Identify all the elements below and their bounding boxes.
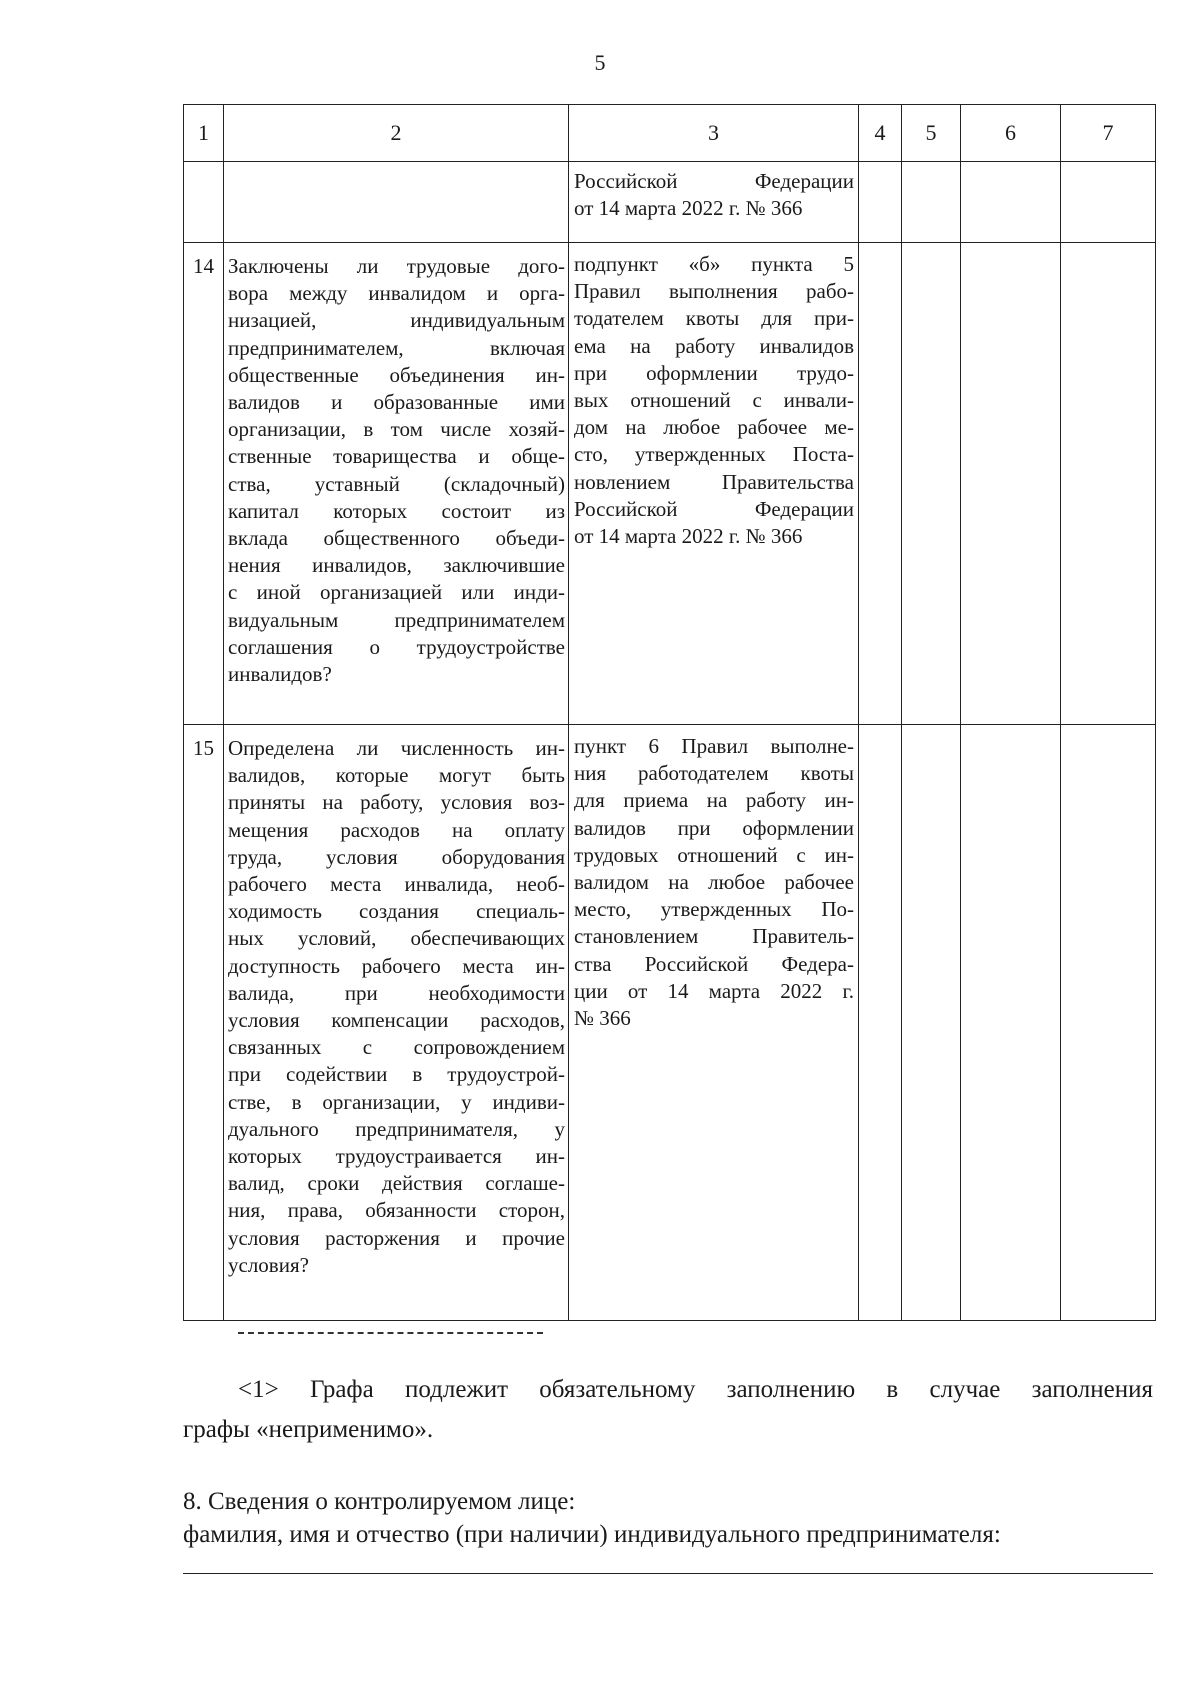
reference-line: ема на работу инвалидов bbox=[574, 333, 854, 358]
reference-line: № 366 bbox=[574, 1006, 631, 1031]
reference-line: новлением Правительства bbox=[574, 469, 854, 494]
question-line: ходимость создания специаль- bbox=[228, 899, 565, 924]
question-line: при содействии в трудоустрой- bbox=[228, 1062, 565, 1087]
section-8 bbox=[183, 1485, 1153, 1551]
checklist-table bbox=[183, 104, 1156, 1321]
empty-cell bbox=[859, 162, 902, 243]
question-line: условия? bbox=[228, 1252, 309, 1277]
question-line: Определена ли численность ин- bbox=[228, 736, 565, 760]
reference-line: для приема на работу ин- bbox=[574, 788, 854, 813]
reference-line: сто, утвержденных Поста- bbox=[574, 442, 854, 467]
question-line: которых трудоустраивается ин- bbox=[228, 1144, 565, 1169]
question-line: мещения расходов на оплату bbox=[228, 817, 565, 842]
row-number-cell: 15 bbox=[184, 725, 224, 1321]
reference-line: Российской Федерации bbox=[574, 496, 854, 521]
reference-line: Правил выполнения рабо- bbox=[574, 279, 854, 304]
reference-line: от 14 марта 2022 г. № 366 bbox=[574, 196, 803, 221]
question-line: стве, в организации, у индиви- bbox=[228, 1089, 565, 1114]
question-line: связанных с сопровождением bbox=[228, 1035, 565, 1060]
fill-in-line bbox=[183, 1573, 1153, 1574]
question-line: вклада общественного объеди- bbox=[228, 526, 565, 551]
question-line: приняты на работу, условия воз- bbox=[228, 790, 565, 815]
footnote-separator bbox=[238, 1332, 543, 1334]
question-line: низацией, индивидуальным bbox=[228, 308, 565, 333]
reference-line: при оформлении трудо- bbox=[574, 360, 854, 385]
reference-line: валидов при оформлении bbox=[574, 815, 854, 840]
column-header: 6 bbox=[961, 105, 1061, 162]
section-title: 8. Сведения о контролируемом лице: bbox=[183, 1488, 576, 1515]
footnote bbox=[183, 1370, 1153, 1450]
empty-cell bbox=[859, 725, 902, 1321]
column-header: 7 bbox=[1061, 105, 1156, 162]
question-line: ства, уставный (складочный) bbox=[228, 471, 565, 496]
column-header: 5 bbox=[902, 105, 961, 162]
table-row-continuation bbox=[184, 162, 1156, 243]
footnote-text-line: графы «неприменимо». bbox=[183, 1416, 434, 1443]
question-line: ных условий, обеспечивающих bbox=[228, 926, 565, 951]
reference-line: место, утвержденных По- bbox=[574, 897, 854, 922]
empty-cell bbox=[961, 243, 1061, 725]
question-cell bbox=[224, 162, 569, 243]
question-cell bbox=[224, 243, 569, 725]
reference-line: ции от 14 марта 2022 г. bbox=[574, 978, 854, 1003]
page-number: 5 bbox=[594, 50, 606, 75]
empty-cell bbox=[902, 243, 961, 725]
empty-cell bbox=[902, 725, 961, 1321]
question-line: ственные товарищества и обще- bbox=[228, 444, 565, 469]
question-line: дуального предпринимателя, у bbox=[228, 1116, 565, 1141]
empty-cell bbox=[1061, 725, 1156, 1321]
question-line: Заключены ли трудовые дого- bbox=[228, 254, 565, 278]
table-header-row bbox=[184, 105, 1156, 162]
question-line: условия компенсации расходов, bbox=[228, 1008, 565, 1033]
question-line: доступность рабочего места ин- bbox=[228, 953, 565, 978]
question-cell bbox=[224, 725, 569, 1321]
reference-line: Российской Федерации bbox=[574, 169, 854, 193]
column-header: 3 bbox=[569, 105, 859, 162]
reference-line: становлением Правитель- bbox=[574, 924, 854, 949]
column-header: 4 bbox=[859, 105, 902, 162]
section-subtitle: фамилия, имя и отчество (при наличии) индивидуального предпринимателя: bbox=[183, 1521, 1001, 1548]
question-line: валид, сроки действия соглаше- bbox=[228, 1171, 565, 1196]
question-line: с иной организацией или инди- bbox=[228, 580, 565, 605]
empty-cell bbox=[902, 162, 961, 243]
empty-cell bbox=[1061, 243, 1156, 725]
question-line: вора между инвалидом и орга- bbox=[228, 281, 565, 306]
question-line: условия расторжения и прочие bbox=[228, 1225, 565, 1250]
empty-cell bbox=[961, 725, 1061, 1321]
table-body bbox=[184, 105, 1156, 1321]
question-line: валидов и образованные ими bbox=[228, 390, 565, 415]
reference-line: вых отношений с инвали- bbox=[574, 388, 854, 413]
table-row bbox=[184, 725, 1156, 1321]
empty-cell bbox=[1061, 162, 1156, 243]
reference-line: от 14 марта 2022 г. № 366 bbox=[574, 524, 803, 549]
reference-line: валидом на любое рабочее bbox=[574, 870, 854, 895]
question-line: валида, при необходимости bbox=[228, 980, 565, 1005]
question-line: соглашения о трудоустройстве bbox=[228, 634, 565, 659]
reference-line: подпункт «б» пункта 5 bbox=[574, 252, 854, 276]
question-line: валидов, которые могут быть bbox=[228, 763, 565, 788]
column-header: 2 bbox=[224, 105, 569, 162]
question-line: организации, в том числе хозяй- bbox=[228, 417, 565, 442]
empty-cell bbox=[859, 243, 902, 725]
reference-line: тодателем квоты для при- bbox=[574, 306, 854, 331]
reference-line: пункт 6 Правил выполне- bbox=[574, 734, 854, 758]
reference-cell bbox=[569, 725, 859, 1321]
footnote-text-line: <1> Графа подлежит обязательному заполнению в случае заполнения bbox=[238, 1376, 1153, 1403]
reference-line: дом на любое рабочее ме- bbox=[574, 415, 854, 440]
question-line: ния, права, обязанности сторон, bbox=[228, 1198, 565, 1223]
empty-cell bbox=[961, 162, 1061, 243]
question-line: труда, условия оборудования bbox=[228, 844, 565, 869]
reference-cell bbox=[569, 243, 859, 725]
question-line: видуальным предпринимателем bbox=[228, 607, 565, 632]
reference-line: ния работодателем квоты bbox=[574, 761, 854, 786]
question-line: рабочего места инвалида, необ- bbox=[228, 872, 565, 897]
reference-line: трудовых отношений с ин- bbox=[574, 842, 854, 867]
row-number-cell bbox=[184, 162, 224, 243]
question-line: капитал которых состоит из bbox=[228, 498, 565, 523]
reference-line: ства Российской Федера- bbox=[574, 951, 854, 976]
reference-cell bbox=[569, 162, 859, 243]
question-line: инвалидов? bbox=[228, 662, 332, 687]
column-header: 1 bbox=[184, 105, 224, 162]
question-line: нения инвалидов, заключившие bbox=[228, 553, 565, 578]
question-line: общественные объединения ин- bbox=[228, 362, 565, 387]
table-row bbox=[184, 243, 1156, 725]
row-number-cell: 14 bbox=[184, 243, 224, 725]
question-line: предпринимателем, включая bbox=[228, 335, 565, 360]
